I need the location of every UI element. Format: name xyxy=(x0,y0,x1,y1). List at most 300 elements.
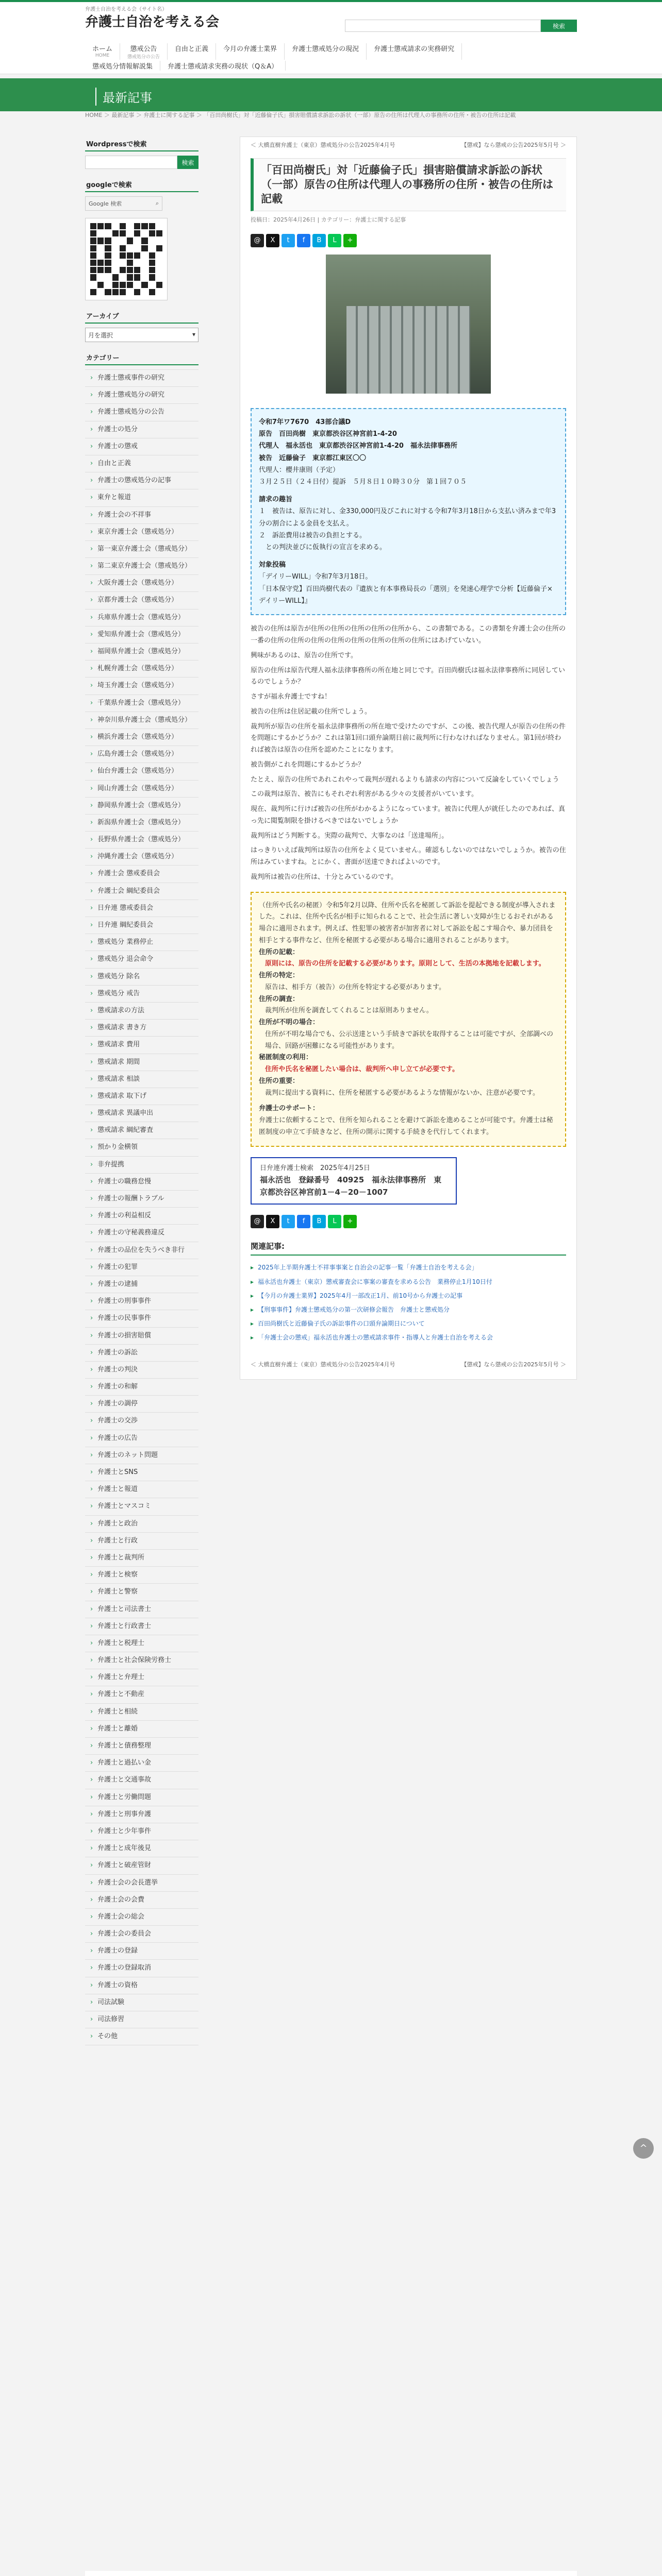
category-item[interactable]: › 弁護士の登録 xyxy=(85,1943,198,1960)
hatena-icon[interactable]: B xyxy=(312,234,326,247)
qr-module xyxy=(90,274,96,280)
wp-search-widget xyxy=(85,137,198,169)
category-item[interactable]: › 愛知県弁護士会（懲戒処分） xyxy=(85,626,198,643)
qr-module xyxy=(90,230,96,236)
category-item[interactable]: › 弁護士会の不祥事 xyxy=(85,507,198,524)
qr-module xyxy=(127,223,133,229)
sidebar xyxy=(85,137,198,2054)
qr-module xyxy=(127,252,133,259)
category-item[interactable]: › 弁護士懲戒処分の研究 xyxy=(85,387,198,404)
qr-module xyxy=(156,252,162,259)
qr-module xyxy=(120,252,126,259)
qr-module xyxy=(141,245,147,251)
category-item[interactable]: › 非弁提携 xyxy=(85,1157,198,1174)
qr-module xyxy=(156,245,162,251)
qr-module xyxy=(120,289,126,295)
category-item[interactable]: › 弁護士の交渉 xyxy=(85,1413,198,1430)
qr-module xyxy=(90,245,96,251)
category-item[interactable]: › 弁護士の守秘義務違反 xyxy=(85,1225,198,1242)
qr-module xyxy=(127,238,133,244)
qr-module xyxy=(141,289,147,295)
category-item[interactable]: › 自由と正義 xyxy=(85,455,198,472)
google-search-widget xyxy=(85,177,198,300)
category-item[interactable]: › 懲戒請求 書き方 xyxy=(85,1020,198,1037)
category-item[interactable]: › 弁護士とSNS xyxy=(85,1464,198,1481)
category-item[interactable]: › 大阪弁護士会（懲戒処分） xyxy=(85,575,198,592)
qr-module xyxy=(134,223,140,229)
facebook-icon[interactable]: f xyxy=(297,234,310,247)
legal-item-text: 裁判に提出する資料に、住所を秘匿する必要があるような情報がないか、注意が必要です。 xyxy=(265,1089,539,1097)
category-item[interactable]: › 神奈川県弁護士会（懲戒処分） xyxy=(85,712,198,729)
qr-module xyxy=(141,223,147,229)
category-item[interactable]: › 千葉県弁護士会（懲戒処分） xyxy=(85,695,198,712)
category-item[interactable]: › 弁護士会の会費 xyxy=(85,1892,198,1909)
hatena-icon[interactable]: B xyxy=(312,1215,326,1228)
nav-item-label: 今月の弁護士業界 xyxy=(223,45,277,53)
qr-module xyxy=(97,223,104,229)
category-item[interactable]: › 懲戒処分 除名 xyxy=(85,969,198,986)
nav-item-label: 弁護士懲戒処分の現況 xyxy=(292,45,359,53)
article xyxy=(240,137,577,1380)
court-building-photo xyxy=(326,255,491,394)
category-item[interactable]: › 弁護士と行政 xyxy=(85,1533,198,1550)
category-item[interactable]: › 弁護士と警察 xyxy=(85,1584,198,1601)
qr-module xyxy=(120,267,126,273)
qr-module xyxy=(97,260,104,266)
category-item[interactable]: › 懲戒請求 綱紀審査 xyxy=(85,1122,198,1139)
nav-row-1 xyxy=(85,43,462,60)
category-item[interactable]: › 弁護士の報酬トラブル xyxy=(85,1191,198,1208)
qr-module xyxy=(127,260,133,266)
category-item[interactable]: › 弁護士の損害賠償 xyxy=(85,1328,198,1345)
related-item xyxy=(251,1289,566,1303)
qr-module xyxy=(127,267,133,273)
category-item[interactable]: › 弁護士と検察 xyxy=(85,1567,198,1584)
qr-module xyxy=(134,274,140,280)
qr-module xyxy=(149,245,155,251)
category-item[interactable]: › 東京弁護士会（懲戒処分） xyxy=(85,524,198,541)
qr-module xyxy=(156,267,162,273)
category-item[interactable]: › 弁護士と司法書士 xyxy=(85,1601,198,1618)
category-item[interactable]: › 弁護士と離婚 xyxy=(85,1721,198,1738)
qr-module xyxy=(149,267,155,273)
category-item[interactable]: › 長野県弁護士会（懲戒処分） xyxy=(85,832,198,849)
category-item[interactable]: › 弁護士と政治 xyxy=(85,1516,198,1533)
category-item[interactable]: › 岡山弁護士会（懲戒処分） xyxy=(85,781,198,798)
footer-home xyxy=(85,2571,577,2576)
qr-module xyxy=(112,274,119,280)
category-item[interactable]: › 弁護士と不動産 xyxy=(85,1686,198,1703)
archive-select[interactable] xyxy=(85,328,198,342)
category-item[interactable]: › 弁護士と交通事故 xyxy=(85,1772,198,1789)
category-item[interactable]: › 弁護士の懲戒 xyxy=(85,438,198,455)
archive-select-value: 月を選択 xyxy=(88,332,113,339)
twitter-icon[interactable]: t xyxy=(282,1215,295,1228)
category-item[interactable]: › 懲戒請求 取下げ xyxy=(85,1088,198,1105)
summary-line: との判決並びに仮執行の宣言を求める。 xyxy=(259,544,387,552)
nav-item-label: 自由と正義 xyxy=(175,45,209,53)
qr-module xyxy=(120,260,126,266)
related-item xyxy=(251,1331,566,1345)
category-item[interactable]: › 弁護士と過払い金 xyxy=(85,1755,198,1772)
category-item[interactable]: › 弁護士の民事事件 xyxy=(85,1310,198,1327)
breadcrumb[interactable]: HOME ＞ 最新記事 ＞ 弁護士に関する記事 ＞ 「百田尚樹氏」対「近藤倫子氏」損害賠償請求訴訟の訴状（一部）原告の住所は代理人の事務所の住所・被告の住所は記載 xyxy=(85,112,516,118)
header-search xyxy=(345,20,577,32)
share-buttons-bottom xyxy=(251,1215,566,1228)
qr-module xyxy=(134,289,140,295)
qr-module xyxy=(97,230,104,236)
article-body xyxy=(251,623,566,883)
registration-date: 日弁連弁護士検索 2025年4月25日 xyxy=(260,1164,370,1172)
category-item[interactable]: › 埼玉弁護士会（懲戒処分） xyxy=(85,677,198,694)
share-buttons xyxy=(251,234,566,247)
nav-item[interactable] xyxy=(85,61,160,71)
summary-line: １ 被告は、原告に対し、金330,000円及びこれに対する令和7年3月18日から支払い済みまで年3分の割合による金員を支払え。 xyxy=(259,507,556,528)
category-widget xyxy=(85,350,198,2045)
x-icon[interactable]: X xyxy=(266,1215,279,1228)
category-item[interactable]: › 弁護士会 懲戒委員会 xyxy=(85,866,198,883)
summary-line: 令和7年ワ7670 43部合議D xyxy=(259,418,351,426)
qr-module xyxy=(156,274,162,280)
qr-module xyxy=(134,230,140,236)
next-post-link[interactable]: 【懲戒】なら懲戒の公告2025年5月号 ＞ xyxy=(461,142,566,148)
qr-module xyxy=(156,238,162,244)
nav-item[interactable] xyxy=(85,43,120,60)
qr-module xyxy=(120,274,126,280)
wp-search-input[interactable] xyxy=(85,156,177,169)
category-item[interactable]: › 広島弁護士会（懲戒処分） xyxy=(85,746,198,763)
category-item[interactable]: › 弁護士の登録取消 xyxy=(85,1960,198,1977)
back-to-top-icon[interactable]: ^ xyxy=(633,2138,654,2159)
qr-module xyxy=(97,267,104,273)
complaint-summary-box xyxy=(251,408,566,616)
category-item[interactable]: › 弁護士懲戒事件の研究 xyxy=(85,370,198,387)
category-item[interactable]: › 弁護士と行政書士 xyxy=(85,1618,198,1635)
qr-module xyxy=(112,223,119,229)
prev-post-link[interactable]: ＜ 大橋直樹弁護士（東京）懲戒処分の公告2025年4月号 xyxy=(251,1361,395,1368)
category-item[interactable]: › 弁護士と破産管財 xyxy=(85,1857,198,1874)
category-item[interactable]: › 新潟県弁護士会（懲戒処分） xyxy=(85,815,198,832)
qr-module xyxy=(134,245,140,251)
qr-module xyxy=(90,282,96,288)
nav-item[interactable] xyxy=(120,43,168,60)
legal-item-heading: 秘匿制度の利用： xyxy=(259,1054,313,1062)
category-item[interactable]: › 沖縄弁護士会（懲戒処分） xyxy=(85,849,198,866)
next-post-link[interactable]: 【懲戒】なら懲戒の公告2025年5月号 ＞ xyxy=(461,1361,566,1368)
nav-item-sub: 懲戒処分の公告 xyxy=(127,55,160,60)
legal-item-alert: 原則には、原告の住所を記載する必要があります。原則として、生活の本拠地を記載します。 xyxy=(265,960,545,968)
qr-module xyxy=(120,238,126,244)
legal-item-text: 原告は、相手方（被告）の住所を特定する必要があります。 xyxy=(265,983,445,991)
category-item[interactable]: › 弁護士の和解 xyxy=(85,1379,198,1396)
wp-search-button[interactable]: 検索 xyxy=(177,156,198,169)
category-item[interactable]: › 弁護士の資格 xyxy=(85,1977,198,1994)
category-item[interactable]: › 横浜弁護士会（懲戒処分） xyxy=(85,729,198,746)
category-item[interactable]: › 弁護士会の会長選挙 xyxy=(85,1875,198,1892)
qr-module xyxy=(90,223,96,229)
category-item[interactable]: › 預かり金横領 xyxy=(85,1139,198,1156)
related-link[interactable]: 「弁護士会の懲戒」福永活也弁護士の懲戒請求事件・指導人と弁護士自治を考える会 xyxy=(258,1334,493,1342)
related-posts xyxy=(251,1238,566,1345)
category-item[interactable]: › 札幌弁護士会（懲戒処分） xyxy=(85,660,198,677)
post-meta: 投稿日：2025年4月26日 | カテゴリー：弁護士に関する記事 xyxy=(251,216,406,223)
qr-module xyxy=(156,230,162,236)
category-item[interactable]: › 懲戒請求 費用 xyxy=(85,1037,198,1054)
body-paragraph: 現在、裁判所に行けば被告の住所がわかるようになっています。被告に代理人が就任したのであれば、真っ先に閲覧制限を掛けるべきではないでしょうか xyxy=(251,805,565,825)
category-item[interactable]: › 弁護士と弁理士 xyxy=(85,1669,198,1686)
category-item[interactable]: › 弁護士会の総会 xyxy=(85,1909,198,1926)
related-item xyxy=(251,1303,566,1317)
nav-item[interactable] xyxy=(160,61,286,71)
category-item[interactable]: › 弁護士と報道 xyxy=(85,1481,198,1498)
qr-module xyxy=(90,289,96,295)
qr-module xyxy=(127,289,133,295)
qr-module xyxy=(105,260,111,266)
category-item[interactable]: › 弁護士の広告 xyxy=(85,1430,198,1447)
line-icon[interactable]: L xyxy=(328,1215,341,1228)
related-item xyxy=(251,1275,566,1289)
nav-item-label: 懲戒処分情報解説集 xyxy=(92,63,153,71)
legal-item-heading: 住所の重要： xyxy=(259,1077,300,1085)
threads-icon[interactable]: @ xyxy=(251,234,264,247)
category-item[interactable]: › 弁護士会 綱紀委員会 xyxy=(85,883,198,900)
category-item[interactable]: › 京都弁護士会（懲戒処分） xyxy=(85,592,198,609)
qr-module xyxy=(120,223,126,229)
share-icon[interactable]: + xyxy=(343,234,357,247)
qr-module xyxy=(112,267,119,273)
qr-module xyxy=(105,267,111,273)
post-title: 「百田尚樹氏」対「近藤倫子氏」損害賠償請求訴訟の訴状（一部）原告の住所は代理人の事務所の住所・被告の住所は記載 xyxy=(251,158,566,211)
category-item[interactable]: › 懲戒請求 異議申出 xyxy=(85,1105,198,1122)
category-item[interactable]: › 弁護士の判決 xyxy=(85,1362,198,1379)
summary-line: 被告 近藤倫子 東京都江東区〇〇 xyxy=(259,454,367,462)
threads-icon[interactable]: @ xyxy=(251,1215,264,1228)
related-title: 関連記事: xyxy=(251,1238,566,1256)
qr-module xyxy=(97,238,104,244)
body-paragraph: 裁判所が原告の住所を福永法律事務所の所在地で受けたのですが、この後、被告代理人が原告の住所の件を問題にするかどうか？これは第1回口頭弁論期日前に裁判所に行わなければなりません。第1回が終われば被告は原告の住所を認めたことになります。 xyxy=(251,722,566,754)
wp-search-title: Wordpressで検索 xyxy=(85,137,198,151)
qr-module xyxy=(90,238,96,244)
category-item[interactable]: › その他 xyxy=(85,2028,198,2045)
x-icon[interactable]: X xyxy=(266,234,279,247)
category-item[interactable]: › 仙台弁護士会（懲戒処分） xyxy=(85,763,198,780)
category-item[interactable]: › 弁護士会の委員会 xyxy=(85,1926,198,1943)
category-item[interactable]: › 弁護士と社会保険労務士 xyxy=(85,1652,198,1669)
legal-item-alert: 住所や氏名を秘匿したい場合は、裁判所へ申し立てが必要です。 xyxy=(265,1065,459,1074)
qr-module xyxy=(112,260,119,266)
legal-item-text: 住所が不明な場合でも、公示送達という手続きで訴状を取得することは可能ですが、全部調べの場合、回路が困難になる可能性があります。 xyxy=(265,1030,554,1050)
category-item[interactable]: › 懲戒処分 戒告 xyxy=(85,986,198,1003)
qr-module xyxy=(134,252,140,259)
qr-module xyxy=(105,282,111,288)
facebook-icon[interactable]: f xyxy=(297,1215,310,1228)
related-item xyxy=(251,1317,566,1331)
qr-module xyxy=(134,238,140,244)
category-item[interactable]: › 懲戒請求 相談 xyxy=(85,1071,198,1088)
category-item[interactable]: › 福岡県弁護士会（懲戒処分） xyxy=(85,643,198,660)
support-heading: 弁護士のサポート： xyxy=(259,1105,320,1113)
qr-module xyxy=(90,267,96,273)
qr-module xyxy=(105,289,111,295)
qr-module xyxy=(149,223,155,229)
category-item[interactable]: › 弁護士と税理士 xyxy=(85,1635,198,1652)
qr-module xyxy=(156,282,162,288)
google-search-label: Google 検索 xyxy=(89,200,122,207)
share-icon[interactable]: + xyxy=(343,1215,357,1228)
qr-module xyxy=(149,260,155,266)
qr-module xyxy=(149,238,155,244)
category-item[interactable]: › 弁護士と少年事件 xyxy=(85,1823,198,1840)
category-item[interactable]: › 弁護士の品位を失うべき非行 xyxy=(85,1242,198,1259)
category-item[interactable]: › 日弁連 懲戒委員会 xyxy=(85,900,198,917)
site-title[interactable]: 弁護士自治を考える会 xyxy=(85,14,220,30)
qr-module xyxy=(149,230,155,236)
category-item[interactable]: › 懲戒請求 期間 xyxy=(85,1054,198,1071)
category-item[interactable]: › 弁護士の職務怠慢 xyxy=(85,1174,198,1191)
category-item[interactable]: › 弁護士と刑事弁護 xyxy=(85,1806,198,1823)
qr-module xyxy=(112,245,119,251)
header xyxy=(0,0,662,40)
category-item[interactable]: › 東弁と報道 xyxy=(85,489,198,506)
summary-line: ２ 訴訟費用は被告の負担とする。 xyxy=(259,532,367,540)
chevron-down-icon: ▾ xyxy=(192,331,195,338)
body-paragraph: 裁判所は被告の住所は、十分とみているのです。 xyxy=(251,873,398,881)
body-paragraph: たとえ、原告の住所であれこれやって裁判が遅れるよりも請求の内容について反論をしていくでしょう xyxy=(251,775,559,784)
related-link[interactable]: 百田尚樹氏と近藤倫子氏の訴訟事件の口頭弁論期日について xyxy=(258,1320,425,1328)
legal-item-heading: 住所の特定： xyxy=(259,972,300,980)
category-item[interactable]: › 弁護士の刑事事件 xyxy=(85,1293,198,1310)
category-item[interactable]: › 弁護士の処分 xyxy=(85,421,198,438)
nav-item-sub: HOME xyxy=(95,53,110,58)
category-item[interactable]: › 弁護士と相続 xyxy=(85,1704,198,1721)
site-description: 弁護士自治を考える会（サイト名） xyxy=(85,7,168,12)
qr-module xyxy=(141,238,147,244)
category-item[interactable]: › 弁護士の犯罪 xyxy=(85,1259,198,1276)
twitter-icon[interactable]: t xyxy=(282,234,295,247)
category-list xyxy=(85,369,198,2045)
qr-module xyxy=(141,260,147,266)
qr-module xyxy=(97,282,104,288)
category-item[interactable]: › 日弁連 綱紀委員会 xyxy=(85,917,198,934)
support-text: 弁護士に依頼することで、住所を知られることを避けて訴訟を進めることが可能です。弁護士は秘匿制度の申立て手続きなど、住所の開示に関する手続きを代行してくれます。 xyxy=(259,1116,553,1136)
body-paragraph: 被告の住所は住居記載の住所でしょう。 xyxy=(251,707,372,716)
archive-title: アーカイブ xyxy=(85,309,198,324)
related-link[interactable]: 福永活也弁護士（東京）懲戒審査会に事案の審査を求める公告 業務停止1月10日付 xyxy=(258,1278,492,1285)
legal-item-text: 裁判所が住所を調査してくれることは原則ありません。 xyxy=(265,1007,433,1015)
post-nav-bottom xyxy=(251,1345,566,1380)
qr-module xyxy=(120,282,126,288)
qr-module xyxy=(149,289,155,295)
hero-title: 最新記事 xyxy=(95,88,152,106)
related-link[interactable]: 【今月の弁護士業界】2025年4月一部改正1月、前10号から弁護士の記事 xyxy=(258,1292,463,1299)
category-item[interactable]: › 第二東京弁護士会（懲戒処分） xyxy=(85,558,198,575)
qr-module xyxy=(149,282,155,288)
summary-line: 対象投稿 xyxy=(259,561,286,569)
qr-module xyxy=(156,289,162,295)
summary-line: 代理人 福永活也 東京都渋谷区神宮前1-4-20 福永法律事務所 xyxy=(259,442,457,450)
category-item[interactable]: › 弁護士懲戒処分の公告 xyxy=(85,404,198,421)
body-paragraph: この裁判は原告、被告にもそれぞれ利害がある少々の支援者がいています。 xyxy=(251,790,478,799)
category-item[interactable]: › 弁護士の調停 xyxy=(85,1396,198,1413)
category-item[interactable]: › 弁護士と裁判所 xyxy=(85,1550,198,1567)
header-search-input[interactable] xyxy=(345,20,541,32)
qr-module xyxy=(120,230,126,236)
summary-line: 「日本保守党】百田尚樹代表の『遺族と有本事務局長の「選別」を発速心理学で分析【近藤倫子×デイリーWILL】』 xyxy=(259,585,553,605)
category-item[interactable]: › 司法試験 xyxy=(85,1994,198,2011)
google-search-box[interactable] xyxy=(85,196,162,211)
category-item[interactable]: › 弁護士と成年後見 xyxy=(85,1840,198,1857)
nav-item-label: 弁護士懲戒請求の実務研究 xyxy=(374,45,455,53)
lawyer-registration-box xyxy=(251,1157,457,1205)
category-item[interactable]: › 懲戒処分 業務停止 xyxy=(85,934,198,951)
related-list xyxy=(251,1261,566,1345)
category-item[interactable]: › 弁護士の利益相反 xyxy=(85,1208,198,1225)
category-title: カテゴリー xyxy=(85,350,198,365)
qr-module xyxy=(141,230,147,236)
legal-item-heading: 住所が不明の場合： xyxy=(259,1019,320,1027)
nav-item[interactable] xyxy=(285,43,367,60)
qr-module xyxy=(112,252,119,259)
legal-note-intro: （住所や氏名の秘匿）令和5年2月以降、住所や氏名を秘匿して訴訟を提起できる制度が導入されました。これは、住所や氏名が相手に知られることで、社会生活に著しい支障が生じるおそれがある場合に適用されます。例えば、性犯罪の被害者が加害者に対して訴訟を起こす場合や、暴力団員を相手とする事件など、住所を秘匿する必要がある場合に適用されることがあります。 xyxy=(259,901,556,944)
qr-module xyxy=(127,230,133,236)
category-item[interactable]: › 弁護士の訴訟 xyxy=(85,1345,198,1362)
category-item[interactable]: › 懲戒処分 退会命令 xyxy=(85,951,198,968)
category-item[interactable]: › 弁護士と債務整理 xyxy=(85,1738,198,1755)
summary-line: ３月２５日（２４日付）提訴 ５月８日１０時３０分 第１回７０５ xyxy=(259,478,467,486)
summary-line: 「デイリーWILL」令和7年3月18日。 xyxy=(259,573,372,581)
category-item[interactable]: › 弁護士の懲戒処分の記事 xyxy=(85,472,198,489)
nav-item[interactable] xyxy=(367,43,462,60)
category-item[interactable]: › 第一東京弁護士会（懲戒処分） xyxy=(85,541,198,558)
category-item[interactable]: › 弁護士の逮捕 xyxy=(85,1276,198,1293)
qr-module xyxy=(105,245,111,251)
category-item[interactable]: › 弁護士と労働問題 xyxy=(85,1789,198,1806)
qr-module xyxy=(120,245,126,251)
qr-module xyxy=(156,260,162,266)
qr-module xyxy=(105,238,111,244)
legal-item-heading: 住所の記載： xyxy=(259,948,300,956)
nav-item[interactable] xyxy=(216,43,285,60)
category-item[interactable]: › 弁護士とマスコミ xyxy=(85,1498,198,1515)
qr-module xyxy=(112,230,119,236)
related-link[interactable]: 【刑事事件】弁護士懲戒処分の第一次研修会報告 弁護士と懲戒処分 xyxy=(258,1306,450,1313)
category-item[interactable]: › 静岡県弁護士会（懲戒処分） xyxy=(85,798,198,815)
qr-module xyxy=(141,252,147,259)
global-nav xyxy=(0,40,662,74)
category-item[interactable]: › 兵庫県弁護士会（懲戒処分） xyxy=(85,609,198,626)
qr-module xyxy=(105,223,111,229)
qr-module xyxy=(141,267,147,273)
qr-module xyxy=(141,274,147,280)
body-paragraph: はっきりいえば裁判所は原告の住所をよく見ていません。確認もしないのではないでしょうか。被告の住所はみていますね。とにかく、書面が送達できればよいのです。 xyxy=(251,846,566,867)
qr-module xyxy=(97,252,104,259)
category-item[interactable]: › 懲戒請求の方法 xyxy=(85,1003,198,1020)
category-item[interactable]: › 弁護士のネット問題 xyxy=(85,1447,198,1464)
body-paragraph: 興味があるのは、原告の住所です。 xyxy=(251,651,357,659)
qr-module xyxy=(134,267,140,273)
qr-module xyxy=(90,252,96,259)
qr-module xyxy=(105,252,111,259)
legal-note-items xyxy=(259,947,558,1099)
prev-post-link[interactable]: ＜ 大橋直樹弁護士（東京）懲戒処分の公告2025年4月号 xyxy=(251,142,395,148)
related-link[interactable]: 2025年上半期弁護士不祥事事案と自治会の記事一覧「弁護士自治を考える会」 xyxy=(258,1264,478,1272)
category-item[interactable]: › 司法修習 xyxy=(85,2011,198,2028)
line-icon[interactable]: L xyxy=(328,234,341,247)
qr-module xyxy=(127,282,133,288)
summary-line: 代理人：櫻井康則（予定） xyxy=(259,466,340,474)
header-search-button[interactable]: 検索 xyxy=(541,20,577,32)
nav-item[interactable] xyxy=(168,43,216,60)
